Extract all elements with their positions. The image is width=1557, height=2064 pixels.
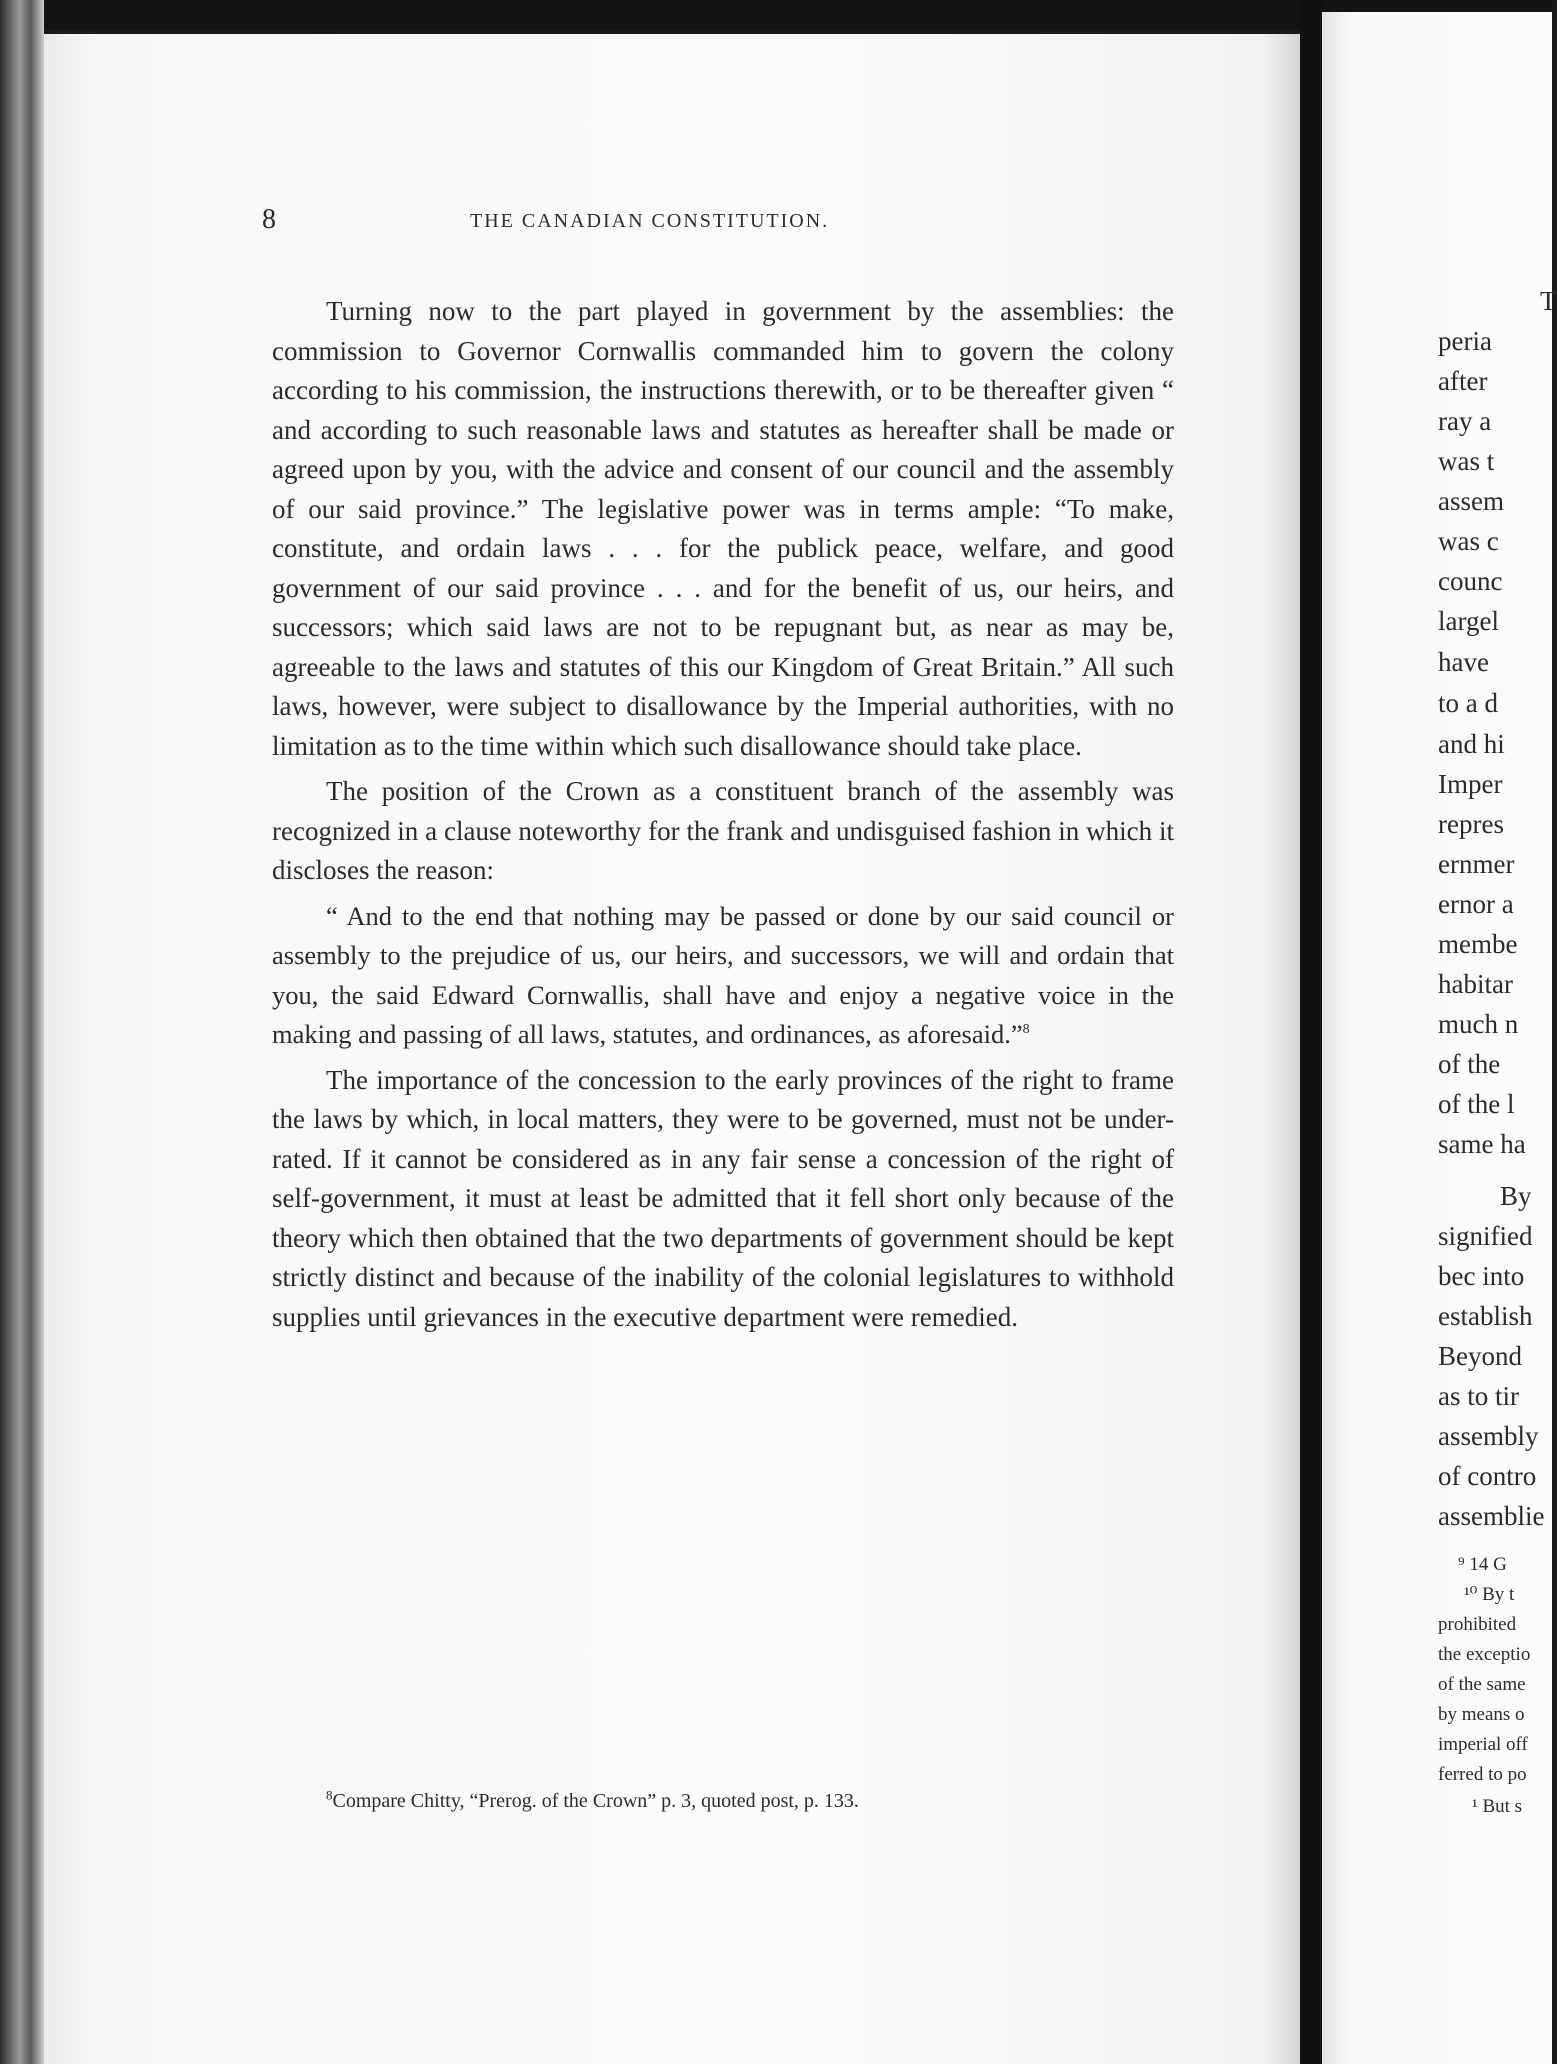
right-text-fragment: peria [1438, 326, 1492, 356]
quoted-clause [272, 897, 1174, 1055]
right-footnote-fragment: ⁹ 14 G [1458, 1554, 1507, 1575]
right-page-partial [1322, 12, 1557, 2064]
right-text-fragment: Beyond [1438, 1341, 1522, 1371]
right-text-fragment: bec into [1438, 1261, 1525, 1291]
body-text [272, 292, 1174, 1337]
right-text-fragment: assemblie [1438, 1501, 1545, 1531]
footnote-text: Compare Chitty, “Prerog. of the Crown” p. 3, quoted post, p. 133. [332, 1790, 859, 1812]
right-text-fragment: assembly [1438, 1421, 1539, 1451]
right-text-fragment: counc [1438, 566, 1503, 596]
running-head [44, 204, 1300, 244]
right-text-fragment: of the [1438, 1049, 1501, 1079]
right-text-fragment: of contro [1438, 1461, 1537, 1491]
right-text-fragment: repres [1438, 809, 1504, 839]
right-text-fragment: as to tir [1438, 1381, 1519, 1411]
right-text-fragment: have [1438, 647, 1489, 677]
right-text-fragment: By [1500, 1181, 1532, 1211]
right-text-fragment: of the l [1438, 1089, 1515, 1119]
running-title: THE CANADIAN CONSTITUTION. [470, 210, 830, 232]
footnote-mark: 8 [326, 1787, 333, 1803]
quoted-clause-text: “ And to the end that nothing may be passed or done by our said council or assembly to the prejudice of us, our heirs, and successors, we will and ordain that you, the said Edward Cornwallis, shall have and enjoy a negative voice in the making and passing of all laws, statutes, and ordinances, as aforesaid.” [272, 900, 1174, 1049]
right-text-fragment: ernmer [1438, 849, 1515, 879]
page-number: 8 [262, 204, 276, 235]
right-text-fragment: after [1438, 366, 1488, 396]
right-text-fragment: same ha [1438, 1129, 1526, 1159]
right-footnote-fragment: imperial off [1438, 1734, 1528, 1755]
book-page-edges [0, 0, 44, 2064]
right-text-fragment: and hi [1438, 729, 1505, 759]
paragraph-concession: The importance of the concession to the early provinces of the right to frame the laws by which, in local matters, they were to be governed, must not be under-rated. If it cannot be considered as in any fair sense a concession of the right of self-government, it must at least be admitted that it fell short only because of the theory which then obtained that the two departments of government should be kept strictly distinct and because of the inability of the colonial legislatures to withhold supplies until grievances in the executive department were remedied. [272, 1064, 1174, 1332]
left-page [44, 34, 1300, 2064]
right-text-fragment: Imper [1438, 769, 1503, 799]
right-text-fragment: largel [1438, 606, 1499, 636]
right-footnote-fragment: by means o [1438, 1704, 1525, 1725]
right-text-fragment: habitar [1438, 969, 1513, 999]
footnote-reference: 8 [1022, 1022, 1030, 1038]
right-text-fragment: ernor a [1438, 889, 1514, 919]
book-gutter [1300, 0, 1322, 2064]
footnote [272, 1784, 1174, 1819]
paragraph-assemblies: Turning now to the part played in government by the assemblies: the commission to Governor Cornwallis commanded him to govern the colony according to his commission, the instructions therewith, or to be thereafter given “ and according to such reasonable laws and statutes as hereafter shall be made or agreed upon by you, with the advice and consent of our council and the assembly of our said province.” The legislative power was in terms ample: “To make, constitute, and ordain laws . . . for the publick peace, welfare, and good government of our said province . . . and for the benefit of us, our heirs, and successors; which said laws are not to be repugnant but, as near as may be, agreeable to the laws and statutes of this our Kingdom of Great Britain.” All such laws, however, were subject to disallowance by the Imperial authorities, with no limitation as to the time within which such disallowance should take place. [272, 296, 1174, 761]
right-text-fragment: assem [1438, 486, 1504, 516]
right-text-fragment: T [1540, 286, 1557, 316]
right-text-fragment: was t [1438, 446, 1495, 476]
right-text-fragment: membe [1438, 929, 1518, 959]
right-text-fragment: was c [1438, 526, 1499, 556]
right-text-fragment: ray a [1438, 406, 1492, 436]
right-footnote-fragment: ferred to po [1438, 1764, 1527, 1785]
right-footnote-fragment: the exceptio [1438, 1644, 1531, 1665]
right-footnote-fragment: prohibited [1438, 1614, 1517, 1635]
right-footnote-fragment: ¹⁰ By t [1464, 1584, 1515, 1605]
right-footnote-fragment: ¹ But s [1472, 1796, 1523, 1817]
right-text-fragment: signified [1438, 1221, 1533, 1251]
right-text-fragment: establish [1438, 1301, 1533, 1331]
paragraph-crown-position: The position of the Crown as a constituent branch of the assembly was recognized in a clause noteworthy for the frank and undisguised fashion in which it discloses the reason: [272, 776, 1174, 885]
right-text-fragment: much n [1438, 1009, 1519, 1039]
right-text-fragment: to a d [1438, 688, 1498, 718]
right-footnote-fragment: of the same [1438, 1674, 1526, 1695]
